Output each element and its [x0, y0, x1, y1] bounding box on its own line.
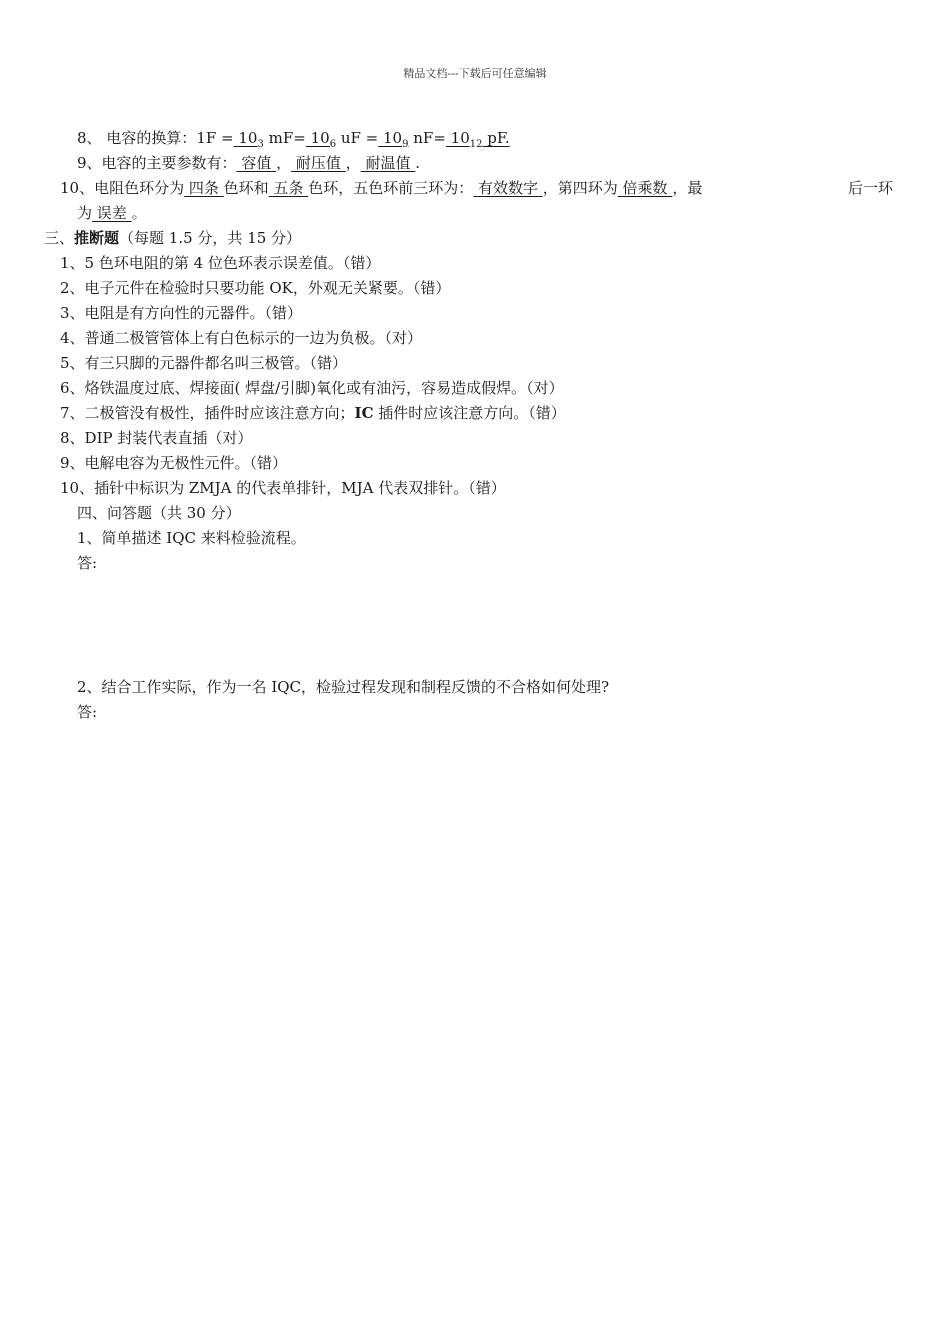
unit-uf: uF = — [336, 129, 379, 147]
answer-blank-tolerance: 误差 — [92, 204, 132, 222]
unit-nf: nF= — [408, 129, 446, 147]
judgment-item-4: 4、普通二极管管体上有白色标示的一边为负极。（对） — [60, 329, 423, 347]
answer-blank-mf: $10_3$ — [233, 129, 264, 150]
section-heading-judgment: 三、推断题（每题 1.5 分，共 15 分） — [44, 229, 302, 247]
question-2: 2、结合工作实际，作为一名 IQC，检验过程发现和制程反馈的不合格如何处理? — [77, 678, 610, 696]
judgment-item-9: 9、电解电容为无极性元件。（错） — [60, 454, 288, 472]
judgment-item-7: 7、二极管没有极性，插件时应该注意方向；IC 插件时应该注意方向。（错） — [60, 404, 566, 422]
answer-blank-voltage: 耐压值 — [291, 154, 346, 172]
judgment-item-8: 8、DIP 封装代表直插（对） — [60, 429, 253, 447]
answer-blank-temperature: 耐温值 — [360, 154, 416, 172]
judgment-item-3: 3、电阻是有方向性的元器件。（错） — [60, 304, 303, 322]
judgment-item-1: 1、5 色环电阻的第 4 位色环表示误差值。（错） — [60, 254, 381, 272]
section-heading-qa: 四、问答题（共 30 分） — [77, 504, 241, 522]
answer-label-1: 答: — [77, 554, 98, 572]
judgment-item-6: 6、烙铁温度过底、焊接面( 焊盘/引脚)氧化或有油污，容易造成假焊。（对） — [60, 379, 564, 397]
answer-label-2: 答: — [77, 703, 98, 721]
answer-blank-pf: $10_{12}$ pF. — [445, 129, 510, 150]
judgment-item-10: 10、插针中标识为 ZMJA 的代表单排针，MJA 代表双排针。（错） — [60, 479, 506, 497]
params-lead: 9、电容的主要参数有： — [77, 154, 237, 172]
answer-blank-capacitance: 容值 — [236, 154, 277, 172]
page-header: 精品文档---下载后可任意编辑 — [403, 67, 547, 80]
answer-blank-multiplier: 倍乘数 — [617, 179, 673, 197]
answer-blank-four: 四条 — [184, 179, 224, 197]
answer-blank-uf: $10_6$ — [305, 129, 337, 150]
color-ring-line-cont: 为 误差 。 — [77, 204, 147, 222]
answer-blank-nf: $10_9$ — [378, 129, 409, 150]
judgment-item-5: 5、有三只脚的元器件都名叫三极管。（错） — [60, 354, 348, 372]
answer-blank-significant: 有效数字 — [473, 179, 543, 197]
unit-mf: mF= — [263, 129, 306, 147]
item-number: 8、 — [77, 129, 102, 147]
capacitor-params-line: 9、电容的主要参数有： 容值 ， 耐压值 ， 耐温值 . — [77, 154, 420, 172]
color-ring-line-tail: 后一环 — [848, 179, 894, 197]
question-1: 1、简单描述 IQC 来料检验流程。 — [77, 529, 306, 547]
item-lead: 电容的换算：1F = — [106, 129, 234, 147]
judgment-item-2: 2、电子元件在检验时只要功能 OK，外观无关紧要。（错） — [60, 279, 451, 297]
answer-blank-five: 五条 — [268, 179, 309, 197]
color-ring-line: 10、电阻色环分为 四条 色环和 五条 色环，五色环前三环为： 有效数字 ，第四环为 倍乘数 ，最 — [60, 179, 703, 197]
